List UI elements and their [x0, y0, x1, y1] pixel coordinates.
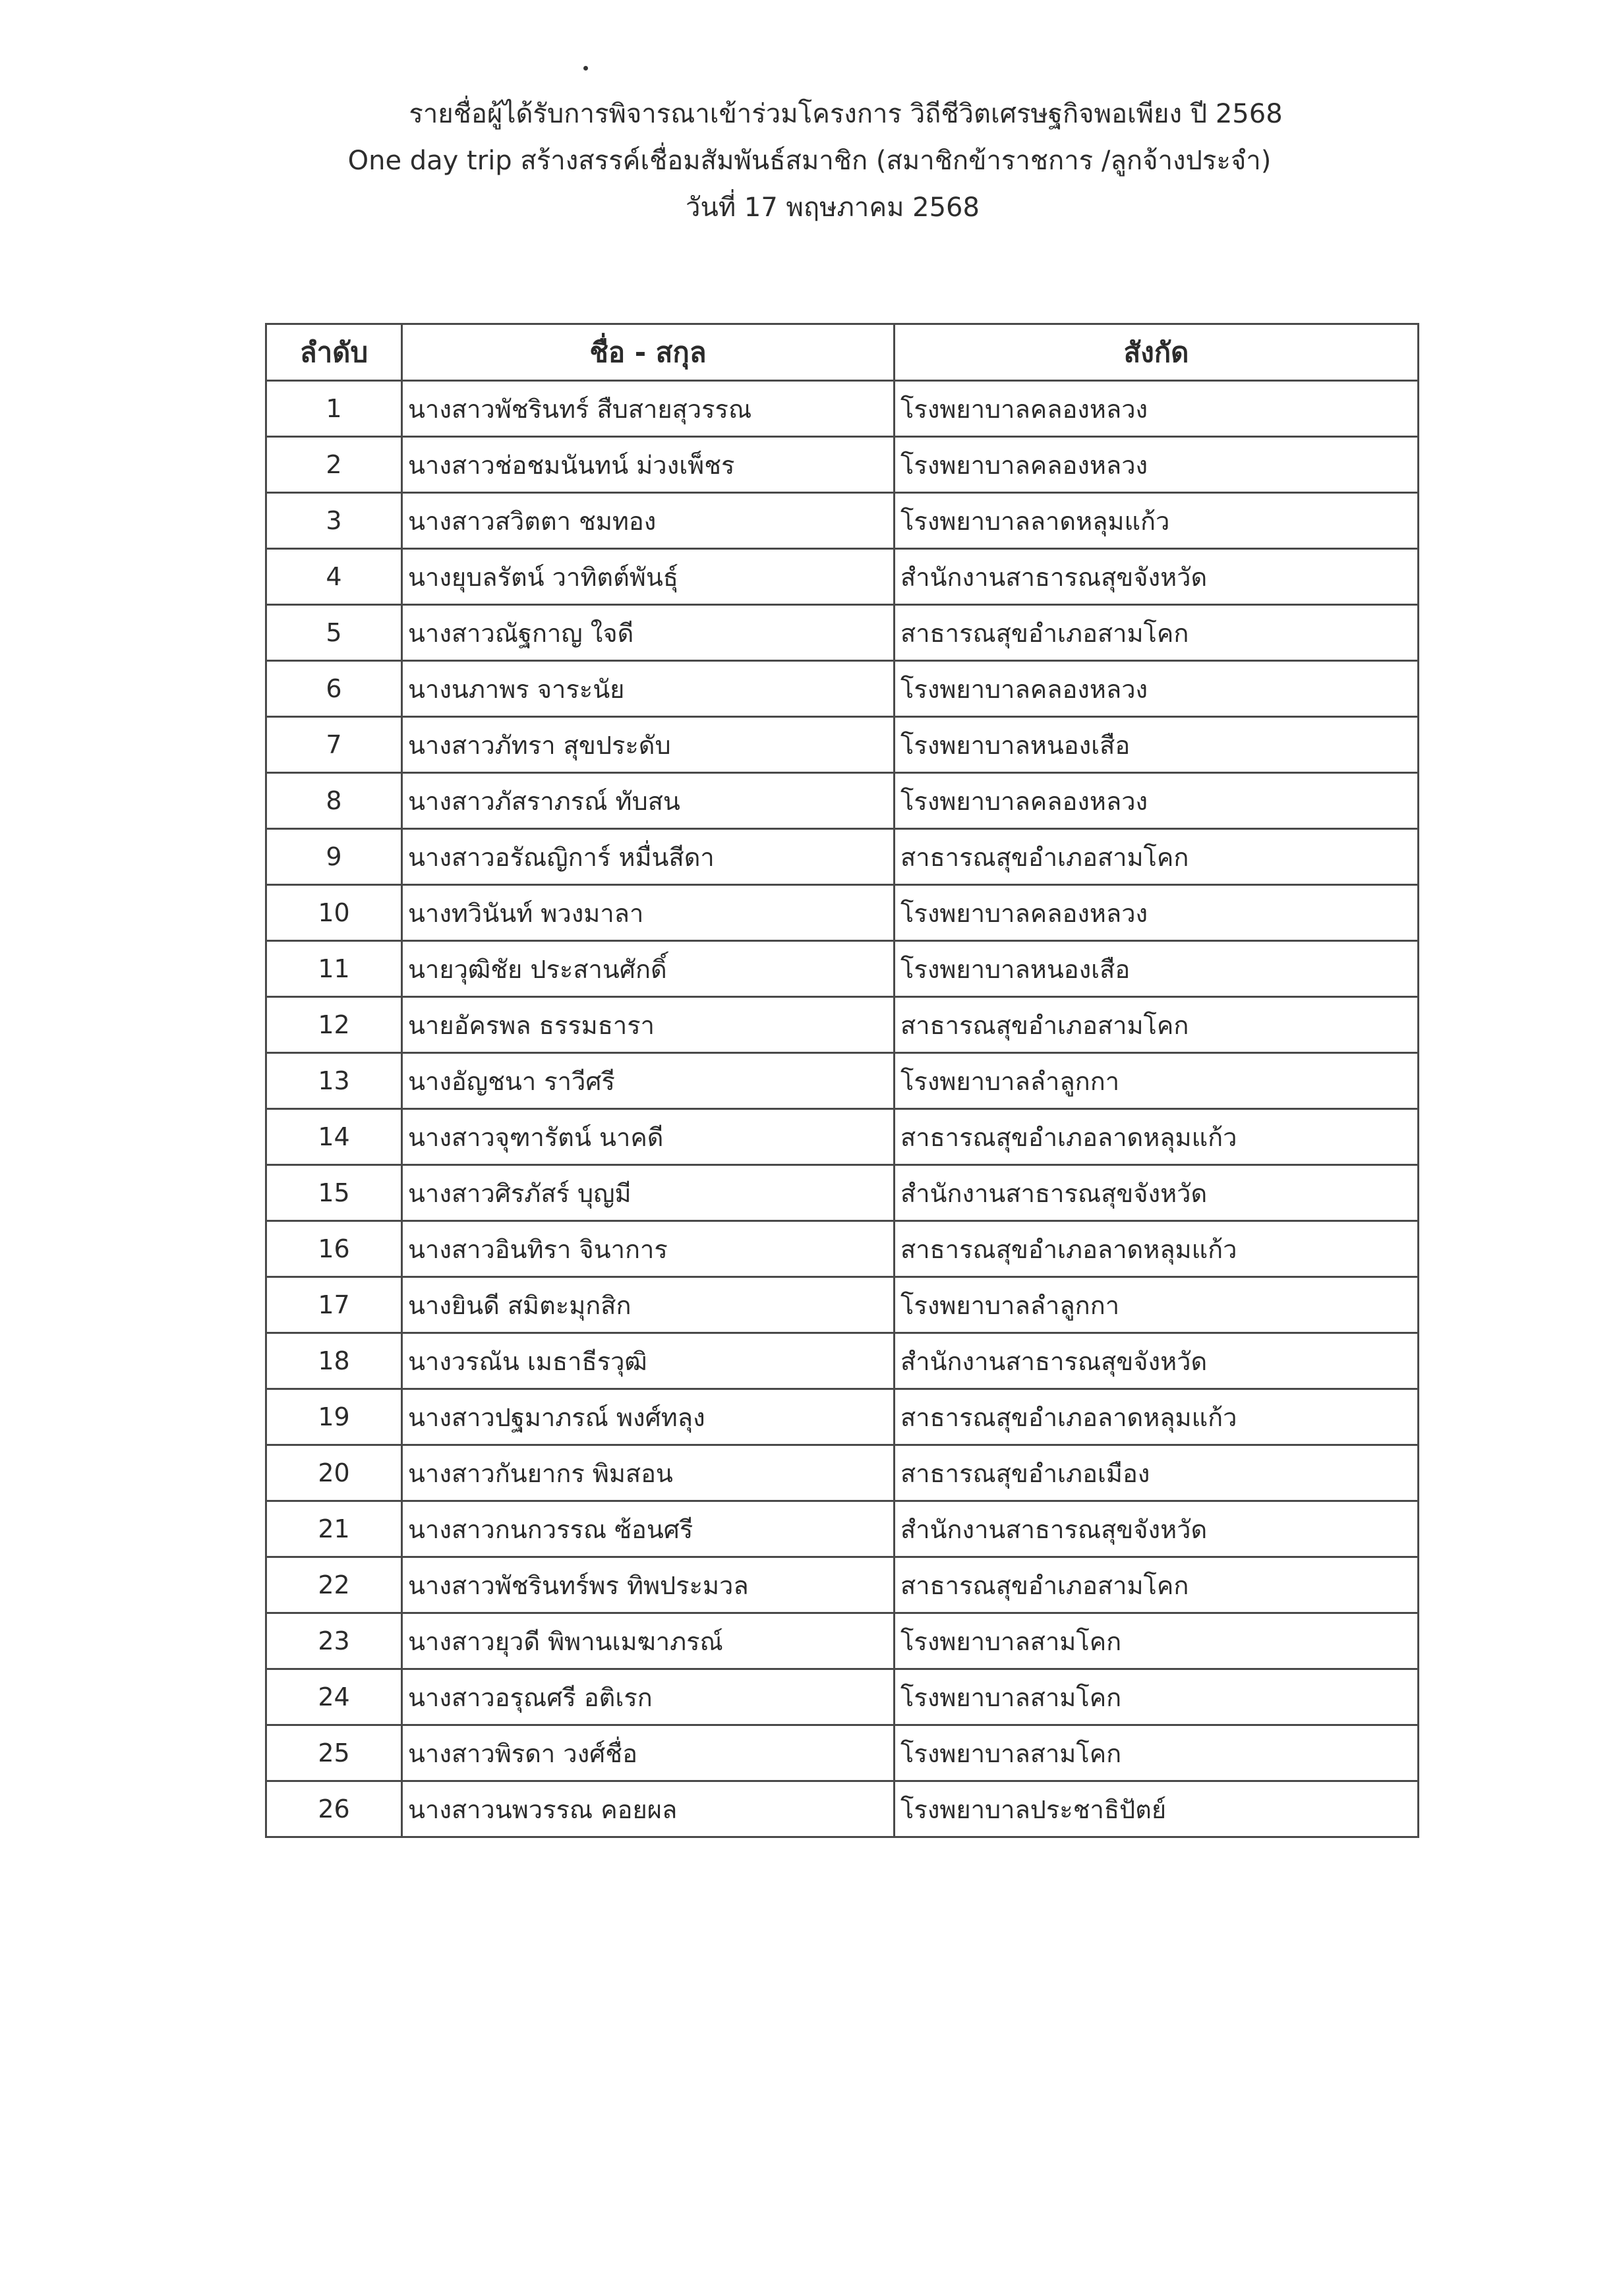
table-row	[266, 717, 1419, 773]
table-row	[266, 885, 1419, 941]
participant-name: นายวุฒิชัย ประสานศักดิ์	[402, 941, 895, 997]
row-number: 23	[266, 1613, 402, 1669]
participant-name: นางสาวพัชรินทร์พร ทิพประมวล	[402, 1557, 895, 1613]
document-date: วันที่ 17 พฤษภาคม 2568	[686, 192, 980, 223]
participant-affiliation: สาธารณสุขอำเภอลาดหลุมแก้ว	[895, 1109, 1419, 1165]
table-row	[266, 1053, 1419, 1109]
row-number: 5	[266, 605, 402, 661]
participant-name: นางวรณัน เมธาธีรวุฒิ	[402, 1333, 895, 1389]
row-number: 13	[266, 1053, 402, 1109]
participant-affiliation: โรงพยาบาลคลองหลวง	[895, 773, 1419, 829]
row-number: 8	[266, 773, 402, 829]
row-number: 10	[266, 885, 402, 941]
row-number: 4	[266, 549, 402, 605]
table-row	[266, 1277, 1419, 1333]
row-number: 18	[266, 1333, 402, 1389]
participant-name: นางสาวศิรภัสร์ บุญมี	[402, 1165, 895, 1221]
column-header-name: ชื่อ - สกุล	[402, 324, 895, 381]
table-row	[266, 1445, 1419, 1501]
participant-affiliation: สาธารณสุขอำเภอเมือง	[895, 1445, 1419, 1501]
participant-affiliation: โรงพยาบาลประชาธิปัตย์	[895, 1781, 1419, 1837]
row-number: 16	[266, 1221, 402, 1277]
participant-name: นางสาวสวิตตา ชมทอง	[402, 493, 895, 549]
row-number: 17	[266, 1277, 402, 1333]
stray-mark	[583, 66, 588, 71]
document-subtitle: One day trip สร้างสรรค์เชื่อมสัมพันธ์สมาชิก (สมาชิกข้าราชการ /ลูกจ้างประจำ)	[347, 146, 1272, 176]
participant-affiliation: สาธารณสุขอำเภอสามโคก	[895, 605, 1419, 661]
participant-name: นางสาวภัสราภรณ์ ทับสน	[402, 773, 895, 829]
table-row	[266, 1165, 1419, 1221]
table-row	[266, 941, 1419, 997]
table-header-row	[266, 324, 1419, 381]
participant-affiliation: โรงพยาบาลลาดหลุมแก้ว	[895, 493, 1419, 549]
participant-name: นางสาวอรุณศรี อติเรก	[402, 1669, 895, 1725]
table-row	[266, 773, 1419, 829]
participant-affiliation: สำนักงานสาธารณสุขจังหวัด	[895, 1333, 1419, 1389]
document-header	[0, 99, 1619, 239]
row-number: 20	[266, 1445, 402, 1501]
participant-name: นางสาวพัชรินทร์ สืบสายสุวรรณ	[402, 381, 895, 437]
participant-name: นางยุบลรัตน์ วาทิตต์พันธุ์	[402, 549, 895, 605]
participant-name: นางสาวพิรดา วงศ์ชื่อ	[402, 1725, 895, 1781]
table-row	[266, 1109, 1419, 1165]
participant-affiliation: โรงพยาบาลสามโคก	[895, 1669, 1419, 1725]
row-number: 7	[266, 717, 402, 773]
participant-affiliation: โรงพยาบาลหนองเสือ	[895, 717, 1419, 773]
table-row	[266, 1725, 1419, 1781]
table-row	[266, 829, 1419, 885]
table-row	[266, 997, 1419, 1053]
participant-name: นายอัครพล ธรรมธารา	[402, 997, 895, 1053]
participant-name: นางสาวณัฐกาญ ใจดี	[402, 605, 895, 661]
row-number: 11	[266, 941, 402, 997]
participant-affiliation: สาธารณสุขอำเภอสามโคก	[895, 1557, 1419, 1613]
participant-name: นางสาวจุฑารัตน์ นาคดี	[402, 1109, 895, 1165]
participant-affiliation: สาธารณสุขอำเภอสามโคก	[895, 997, 1419, 1053]
participant-affiliation: สาธารณสุขอำเภอสามโคก	[895, 829, 1419, 885]
row-number: 6	[266, 661, 402, 717]
row-number: 26	[266, 1781, 402, 1837]
table-row	[266, 437, 1419, 493]
table-row	[266, 549, 1419, 605]
table-row	[266, 1669, 1419, 1725]
row-number: 9	[266, 829, 402, 885]
participant-affiliation: โรงพยาบาลลำลูกกา	[895, 1277, 1419, 1333]
table-row	[266, 1501, 1419, 1557]
row-number: 22	[266, 1557, 402, 1613]
table-row	[266, 605, 1419, 661]
participant-name: นางนภาพร จาระนัย	[402, 661, 895, 717]
row-number: 19	[266, 1389, 402, 1445]
table-row	[266, 1557, 1419, 1613]
participant-affiliation: โรงพยาบาลคลองหลวง	[895, 381, 1419, 437]
participant-affiliation: โรงพยาบาลสามโคก	[895, 1725, 1419, 1781]
participant-table	[265, 323, 1419, 1838]
row-number: 21	[266, 1501, 402, 1557]
participant-name: นางทวินันท์ พวงมาลา	[402, 885, 895, 941]
document-title: รายชื่อผู้ได้รับการพิจารณาเข้าร่วมโครงการ วิถีชีวิตเศรษฐกิจพอเพียง ปี 2568	[409, 99, 1283, 129]
participant-name: นางสาวยุวดี พิพานเมฆาภรณ์	[402, 1613, 895, 1669]
column-header-number: ลำดับ	[266, 324, 402, 381]
table-row	[266, 381, 1419, 437]
row-number: 15	[266, 1165, 402, 1221]
row-number: 24	[266, 1669, 402, 1725]
participant-affiliation: สำนักงานสาธารณสุขจังหวัด	[895, 1165, 1419, 1221]
row-number: 25	[266, 1725, 402, 1781]
participant-affiliation: สาธารณสุขอำเภอลาดหลุมแก้ว	[895, 1221, 1419, 1277]
participant-affiliation: โรงพยาบาลลำลูกกา	[895, 1053, 1419, 1109]
participant-name: นางสาวปฐมาภรณ์ พงศ์ทลุง	[402, 1389, 895, 1445]
row-number: 2	[266, 437, 402, 493]
table-row	[266, 1333, 1419, 1389]
participant-name: นางสาวภัทรา สุขประดับ	[402, 717, 895, 773]
table-row	[266, 1221, 1419, 1277]
participant-name: นางสาวอรัณญิการ์ หมื่นสีดา	[402, 829, 895, 885]
row-number: 1	[266, 381, 402, 437]
participant-affiliation: โรงพยาบาลหนองเสือ	[895, 941, 1419, 997]
table-row	[266, 1781, 1419, 1837]
participant-name: นางอัญชนา ราวีศรี	[402, 1053, 895, 1109]
participant-affiliation: โรงพยาบาลคลองหลวง	[895, 885, 1419, 941]
participant-affiliation: สำนักงานสาธารณสุขจังหวัด	[895, 549, 1419, 605]
participant-affiliation: โรงพยาบาลคลองหลวง	[895, 437, 1419, 493]
participant-name: นางสาวช่อชมนันทน์ ม่วงเพ็ชร	[402, 437, 895, 493]
participant-affiliation: โรงพยาบาลคลองหลวง	[895, 661, 1419, 717]
participant-name: นางสาวกันยากร พิมสอน	[402, 1445, 895, 1501]
participant-affiliation: โรงพยาบาลสามโคก	[895, 1613, 1419, 1669]
participant-affiliation: สำนักงานสาธารณสุขจังหวัด	[895, 1501, 1419, 1557]
participant-name: นางยินดี สมิตะมุกสิก	[402, 1277, 895, 1333]
row-number: 12	[266, 997, 402, 1053]
row-number: 14	[266, 1109, 402, 1165]
participant-affiliation: สาธารณสุขอำเภอลาดหลุมแก้ว	[895, 1389, 1419, 1445]
row-number: 3	[266, 493, 402, 549]
table-row	[266, 1613, 1419, 1669]
table-row	[266, 1389, 1419, 1445]
participant-name: นางสาวอินทิรา จินาการ	[402, 1221, 895, 1277]
column-header-affiliation: สังกัด	[895, 324, 1419, 381]
participant-name: นางสาวนพวรรณ คอยผล	[402, 1781, 895, 1837]
table-row	[266, 493, 1419, 549]
table-row	[266, 661, 1419, 717]
table-body	[266, 381, 1419, 1837]
participant-name: นางสาวกนกวรรณ ซ้อนศรี	[402, 1501, 895, 1557]
